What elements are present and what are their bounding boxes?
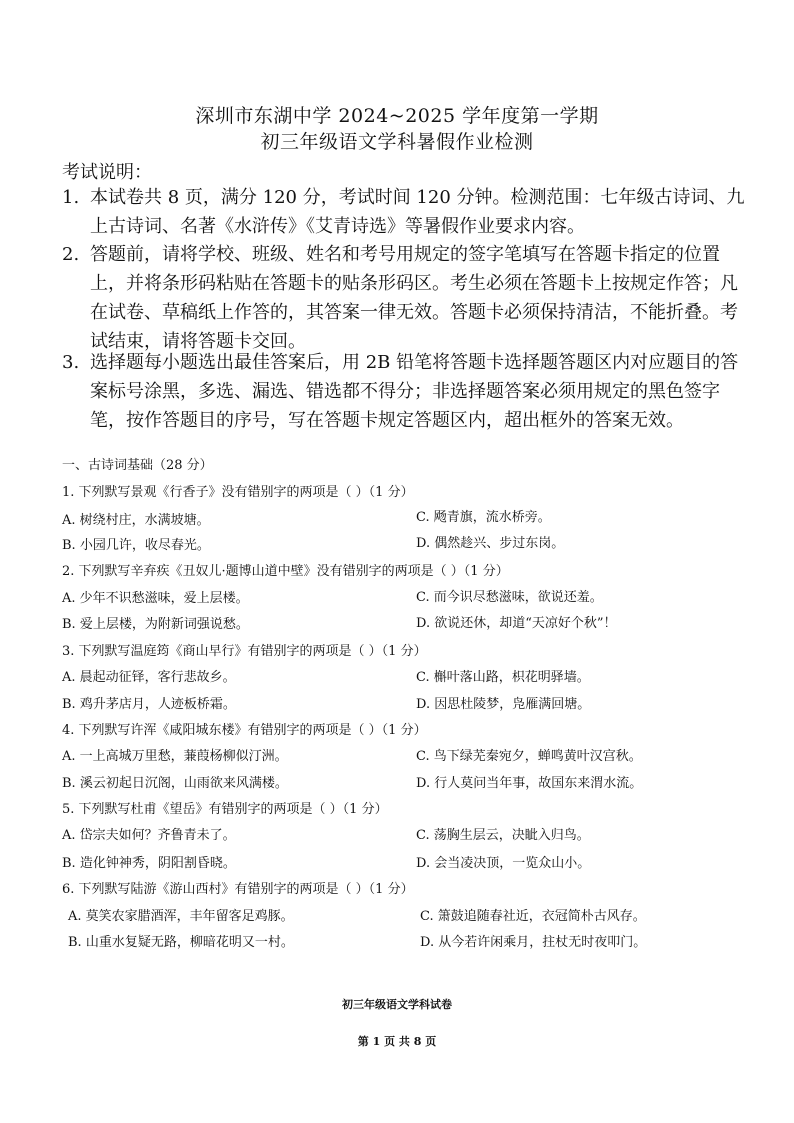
- instruction-item-3: [62, 348, 754, 435]
- question-1-option-b: B. 小园几许，收尽春光。: [62, 538, 210, 553]
- question-6-option-d: D. 从今若许闲乘月，拄杖无时夜叩门。: [420, 935, 647, 950]
- question-2-stem: 2. 下列默写辛弃疾《丑奴儿·题博山道中壁》没有错别字的两项是（ ）（1 分）: [62, 564, 509, 579]
- question-1-stem: 1. 下列默写景观《行香子》没有错别字的两项是（ ）（1 分）: [62, 485, 414, 500]
- question-4-stem: 4. 下列默写许浑《咸阳城东楼》有错别字的两项是（ ）（1 分）: [62, 723, 427, 738]
- question-1-option-c: C. 飏青旗，流水桥旁。: [416, 510, 551, 525]
- question-4-option-c: C. 鸟下绿芜秦宛夕，蝉鸣黄叶汉宫秋。: [416, 749, 642, 764]
- question-5-option-a: A. 岱宗夫如何？齐鲁青未了。: [62, 828, 236, 843]
- exam-subtitle: 初三年级语文学科暑假作业检测: [260, 131, 534, 153]
- question-1-option-a: A. 树绕村庄，水满坡塘。: [62, 513, 210, 528]
- question-4-option-d: D. 行人莫问当年事，故国东来渭水流。: [416, 776, 643, 791]
- question-3-stem: 3. 下列默写温庭筠《商山早行》有错别字的两项是（ ）（1 分）: [62, 644, 427, 659]
- section-title: 一、古诗词基础（28 分）: [62, 458, 213, 473]
- instruction-number: 2.: [62, 244, 80, 265]
- question-3-option-d: D. 因思杜陵梦，凫雁满回塘。: [416, 697, 591, 712]
- question-6-stem: 6. 下列默写陆游《游山西村》有错别字的两项是（ ）（1 分）: [62, 882, 414, 897]
- instruction-text: 本试卷共 8 页，满分 120 分，考试时间 120 分钟。检测范围：七年级古诗词、九上古诗词、名著《水浒传》《艾青诗选》等暑假作业要求内容。: [90, 187, 745, 237]
- question-6-option-c: C. 箫鼓追随春社近，衣冠简朴古风存。: [420, 909, 646, 924]
- question-3-option-c: C. 槲叶落山路，枳花明驿墙。: [416, 670, 590, 685]
- question-5-option-b: B. 造化钟神秀，阴阳割昏晓。: [62, 856, 236, 871]
- question-1-option-d: D. 偶然趁兴、步过东岗。: [416, 536, 565, 551]
- question-4-option-b: B. 溪云初起日沉阁，山雨欲来风满楼。: [62, 776, 288, 791]
- footer-page-number: 第 1 页 共 8 页: [357, 1035, 437, 1048]
- question-2-option-a: A. 少年不识愁滋味，爱上层楼。: [62, 591, 249, 606]
- question-5-option-d: D. 会当凌决顶，一览众山小。: [416, 856, 591, 871]
- instruction-number: 1.: [62, 187, 80, 208]
- footer-subject: 初三年级语文学科试卷: [342, 998, 452, 1011]
- instruction-item-2: [62, 240, 754, 356]
- question-5-stem: 5. 下列默写杜甫《望岳》有错别字的两项是（ ）（1 分）: [62, 802, 388, 817]
- question-2-option-c: C. 而今识尽愁滋味，欲说还羞。: [416, 590, 603, 605]
- question-3-option-a: A. 晨起动征铎，客行悲故乡。: [62, 670, 236, 685]
- instruction-text: 选择题每小题选出最佳答案后，用 2B 铅笔将答题卡选择题答题区内对应题目的答案标号涂黑，多选、漏选、错选都不得分；非选择题答案必须用规定的黑色签字笔，按作答题目的序号，写在答题卡规定答题区内，超出框外的答案无效。: [90, 352, 739, 431]
- instruction-text: 答题前，请将学校、班级、姓名和考号用规定的签字笔填写在答题卡指定的位置上，并将条形码粘贴在答题卡的贴条形码区。考生必须在答题卡上按规定作答；凡在试卷、草稿纸上作答的，其答案一律无效。答题卡必须保持清洁，不能折叠。考试结束，请将答题卡交回。: [90, 244, 738, 352]
- question-3-option-b: B. 鸡升茅店月，人迹板桥霜。: [62, 697, 236, 712]
- instruction-number: 3.: [62, 352, 80, 373]
- instructions-heading: 考试说明：: [62, 162, 152, 183]
- question-4-option-a: A. 一上高城万里愁，蒹葭杨柳似汀洲。: [62, 749, 288, 764]
- question-2-option-b: B. 爱上层楼，为附新词强说愁。: [62, 617, 249, 632]
- instruction-item-1: [62, 183, 754, 241]
- question-6-option-a: A. 莫笑农家腊酒浑，丰年留客足鸡豚。: [68, 909, 294, 924]
- exam-title: 深圳市东湖中学 2024~2025 学年度第一学期: [195, 105, 599, 127]
- question-2-option-d: D. 欲说还休，却道“天凉好个秋”！: [416, 616, 617, 631]
- question-5-option-c: C. 荡胸生层云，决眦入归鸟。: [416, 828, 590, 843]
- question-6-option-b: B. 山重水复疑无路，柳暗花明又一村。: [68, 935, 294, 950]
